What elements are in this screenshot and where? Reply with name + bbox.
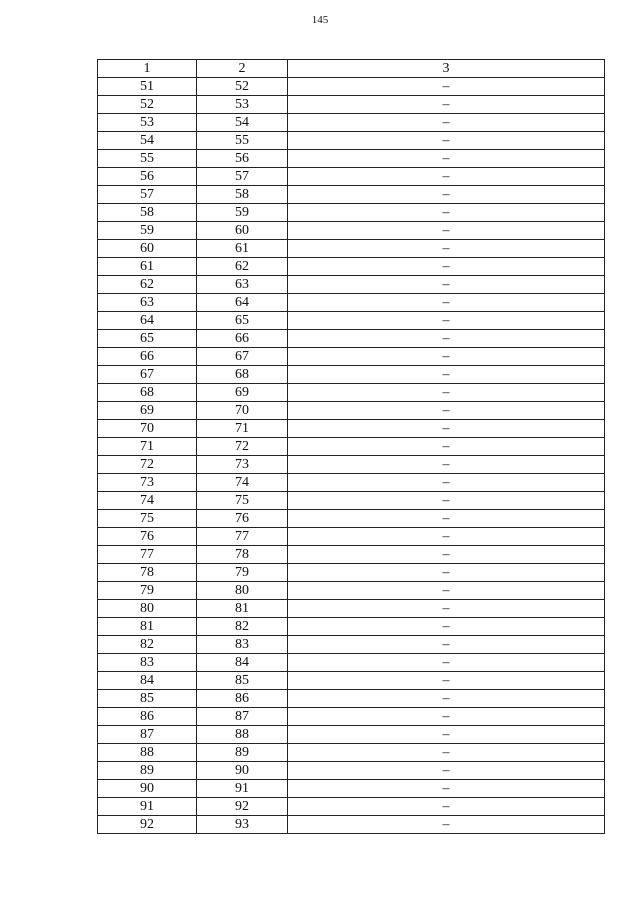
table-cell-col-2: 75 bbox=[197, 492, 288, 510]
table-cell-col-2: 84 bbox=[197, 654, 288, 672]
table-row bbox=[98, 240, 605, 258]
table-cell-col-2: 60 bbox=[197, 222, 288, 240]
table-cell-col-3: – bbox=[288, 528, 605, 546]
table-cell-col-1: 72 bbox=[98, 456, 197, 474]
table-cell-col-1: 68 bbox=[98, 384, 197, 402]
table-row bbox=[98, 672, 605, 690]
table-row bbox=[98, 276, 605, 294]
table-row bbox=[98, 690, 605, 708]
table-cell-col-1: 59 bbox=[98, 222, 197, 240]
table-cell-col-3: – bbox=[288, 150, 605, 168]
table-cell-col-1: 74 bbox=[98, 492, 197, 510]
table-cell-col-3: – bbox=[288, 564, 605, 582]
table-cell-col-2: 82 bbox=[197, 618, 288, 636]
table-cell-col-2: 80 bbox=[197, 582, 288, 600]
table-cell-col-3: – bbox=[288, 96, 605, 114]
table-cell-col-2: 77 bbox=[197, 528, 288, 546]
data-table bbox=[97, 59, 605, 834]
table-cell-col-3: – bbox=[288, 780, 605, 798]
table-cell-col-2: 76 bbox=[197, 510, 288, 528]
table-cell-col-3: – bbox=[288, 474, 605, 492]
table-cell-col-1: 64 bbox=[98, 312, 197, 330]
table-cell-col-2: 56 bbox=[197, 150, 288, 168]
table-cell-col-1: 71 bbox=[98, 438, 197, 456]
table-cell-col-2: 59 bbox=[197, 204, 288, 222]
table-row bbox=[98, 600, 605, 618]
table-cell-col-1: 92 bbox=[98, 816, 197, 834]
table-cell-col-3: – bbox=[288, 402, 605, 420]
table-cell-col-1: 62 bbox=[98, 276, 197, 294]
table-cell-col-3: – bbox=[288, 510, 605, 528]
table-cell-col-3: – bbox=[288, 114, 605, 132]
table-cell-col-2: 70 bbox=[197, 402, 288, 420]
table-cell-col-3: – bbox=[288, 132, 605, 150]
table-cell-col-2: 79 bbox=[197, 564, 288, 582]
table-row bbox=[98, 654, 605, 672]
table-cell-col-2: 61 bbox=[197, 240, 288, 258]
table-cell-col-2: 63 bbox=[197, 276, 288, 294]
table-cell-col-2: 52 bbox=[197, 78, 288, 96]
table-cell-col-3: – bbox=[288, 600, 605, 618]
table-cell-col-2: 78 bbox=[197, 546, 288, 564]
table-row bbox=[98, 186, 605, 204]
table-row bbox=[98, 564, 605, 582]
table-cell-col-3: – bbox=[288, 294, 605, 312]
table-cell-col-3: – bbox=[288, 798, 605, 816]
table-cell-col-2: 68 bbox=[197, 366, 288, 384]
table-cell-col-1: 77 bbox=[98, 546, 197, 564]
table-cell-col-1: 65 bbox=[98, 330, 197, 348]
table-row bbox=[98, 708, 605, 726]
table-cell-col-1: 55 bbox=[98, 150, 197, 168]
table-cell-col-1: 58 bbox=[98, 204, 197, 222]
table-cell-col-1: 85 bbox=[98, 690, 197, 708]
table-row bbox=[98, 582, 605, 600]
table-row bbox=[98, 348, 605, 366]
table-cell-col-1: 81 bbox=[98, 618, 197, 636]
table-row bbox=[98, 546, 605, 564]
table-cell-col-1: 76 bbox=[98, 528, 197, 546]
table-cell-col-2: 71 bbox=[197, 420, 288, 438]
table-row bbox=[98, 456, 605, 474]
table-cell-col-3: – bbox=[288, 438, 605, 456]
table-cell-col-3: – bbox=[288, 222, 605, 240]
page-number: 145 bbox=[311, 14, 329, 26]
table-cell-col-2: 54 bbox=[197, 114, 288, 132]
table-cell-col-2: 83 bbox=[197, 636, 288, 654]
table-cell-col-3: – bbox=[288, 168, 605, 186]
table-cell-col-2: 57 bbox=[197, 168, 288, 186]
column-header-2: 2 bbox=[197, 60, 288, 78]
table-cell-col-1: 51 bbox=[98, 78, 197, 96]
table-row bbox=[98, 762, 605, 780]
table-cell-col-1: 87 bbox=[98, 726, 197, 744]
table-cell-col-1: 80 bbox=[98, 600, 197, 618]
table-cell-col-1: 86 bbox=[98, 708, 197, 726]
table-row bbox=[98, 258, 605, 276]
column-header-1: 1 bbox=[98, 60, 197, 78]
table-cell-col-1: 69 bbox=[98, 402, 197, 420]
table-row bbox=[98, 204, 605, 222]
table-row bbox=[98, 294, 605, 312]
table-body bbox=[98, 78, 605, 834]
table-cell-col-1: 61 bbox=[98, 258, 197, 276]
table-row bbox=[98, 330, 605, 348]
table-cell-col-3: – bbox=[288, 672, 605, 690]
table-row bbox=[98, 114, 605, 132]
table-cell-col-3: – bbox=[288, 204, 605, 222]
table-row bbox=[98, 528, 605, 546]
table-cell-col-1: 83 bbox=[98, 654, 197, 672]
table-cell-col-3: – bbox=[288, 330, 605, 348]
table-cell-col-2: 92 bbox=[197, 798, 288, 816]
table-row bbox=[98, 816, 605, 834]
table-cell-col-3: – bbox=[288, 744, 605, 762]
table-row bbox=[98, 384, 605, 402]
table-cell-col-3: – bbox=[288, 546, 605, 564]
table-row bbox=[98, 798, 605, 816]
table-cell-col-2: 91 bbox=[197, 780, 288, 798]
table-row bbox=[98, 492, 605, 510]
table-cell-col-1: 84 bbox=[98, 672, 197, 690]
table-cell-col-1: 79 bbox=[98, 582, 197, 600]
table-cell-col-1: 66 bbox=[98, 348, 197, 366]
table-cell-col-1: 56 bbox=[98, 168, 197, 186]
table-cell-col-1: 89 bbox=[98, 762, 197, 780]
table-cell-col-3: – bbox=[288, 618, 605, 636]
table-row bbox=[98, 366, 605, 384]
table-cell-col-3: – bbox=[288, 384, 605, 402]
table-cell-col-1: 70 bbox=[98, 420, 197, 438]
table-cell-col-2: 89 bbox=[197, 744, 288, 762]
table-cell-col-2: 66 bbox=[197, 330, 288, 348]
table-cell-col-3: – bbox=[288, 240, 605, 258]
table-cell-col-2: 86 bbox=[197, 690, 288, 708]
table-cell-col-2: 90 bbox=[197, 762, 288, 780]
table-header bbox=[98, 60, 605, 78]
table-row bbox=[98, 744, 605, 762]
table-cell-col-1: 54 bbox=[98, 132, 197, 150]
table-cell-col-1: 90 bbox=[98, 780, 197, 798]
table-row bbox=[98, 132, 605, 150]
table-cell-col-2: 85 bbox=[197, 672, 288, 690]
table-cell-col-3: – bbox=[288, 78, 605, 96]
table-cell-col-3: – bbox=[288, 276, 605, 294]
table-cell-col-2: 73 bbox=[197, 456, 288, 474]
table-cell-col-2: 72 bbox=[197, 438, 288, 456]
table-row bbox=[98, 636, 605, 654]
table-row bbox=[98, 96, 605, 114]
table-cell-col-3: – bbox=[288, 762, 605, 780]
table-cell-col-3: – bbox=[288, 726, 605, 744]
table-cell-col-3: – bbox=[288, 654, 605, 672]
table-cell-col-1: 91 bbox=[98, 798, 197, 816]
table-row bbox=[98, 222, 605, 240]
table-cell-col-3: – bbox=[288, 348, 605, 366]
column-header-3: 3 bbox=[288, 60, 605, 78]
table-row bbox=[98, 510, 605, 528]
table-cell-col-1: 60 bbox=[98, 240, 197, 258]
table-row bbox=[98, 312, 605, 330]
table-cell-col-1: 63 bbox=[98, 294, 197, 312]
table-cell-col-2: 62 bbox=[197, 258, 288, 276]
table-cell-col-1: 73 bbox=[98, 474, 197, 492]
header-row bbox=[98, 60, 605, 78]
table-cell-col-1: 88 bbox=[98, 744, 197, 762]
table-row bbox=[98, 726, 605, 744]
table-cell-col-2: 67 bbox=[197, 348, 288, 366]
table-cell-col-2: 55 bbox=[197, 132, 288, 150]
table-cell-col-2: 53 bbox=[197, 96, 288, 114]
table-row bbox=[98, 150, 605, 168]
table-cell-col-2: 74 bbox=[197, 474, 288, 492]
table-cell-col-2: 65 bbox=[197, 312, 288, 330]
table-row bbox=[98, 474, 605, 492]
table-cell-col-2: 64 bbox=[197, 294, 288, 312]
table-cell-col-1: 75 bbox=[98, 510, 197, 528]
table-cell-col-3: – bbox=[288, 420, 605, 438]
table-row bbox=[98, 420, 605, 438]
table-cell-col-2: 81 bbox=[197, 600, 288, 618]
table-cell-col-3: – bbox=[288, 636, 605, 654]
table-cell-col-3: – bbox=[288, 186, 605, 204]
table-cell-col-1: 57 bbox=[98, 186, 197, 204]
table-cell-col-2: 69 bbox=[197, 384, 288, 402]
table-row bbox=[98, 438, 605, 456]
table-row bbox=[98, 78, 605, 96]
table-cell-col-3: – bbox=[288, 582, 605, 600]
table-row bbox=[98, 780, 605, 798]
table-cell-col-1: 67 bbox=[98, 366, 197, 384]
table-cell-col-3: – bbox=[288, 690, 605, 708]
table-cell-col-3: – bbox=[288, 492, 605, 510]
table-cell-col-1: 53 bbox=[98, 114, 197, 132]
table-cell-col-1: 78 bbox=[98, 564, 197, 582]
table-cell-col-2: 87 bbox=[197, 708, 288, 726]
table-cell-col-2: 93 bbox=[197, 816, 288, 834]
table-cell-col-3: – bbox=[288, 258, 605, 276]
table-row bbox=[98, 402, 605, 420]
table-cell-col-3: – bbox=[288, 708, 605, 726]
table-cell-col-3: – bbox=[288, 312, 605, 330]
table-cell-col-2: 58 bbox=[197, 186, 288, 204]
table-row bbox=[98, 168, 605, 186]
table-cell-col-1: 52 bbox=[98, 96, 197, 114]
table-cell-col-3: – bbox=[288, 816, 605, 834]
table-cell-col-2: 88 bbox=[197, 726, 288, 744]
table-row bbox=[98, 618, 605, 636]
table-cell-col-1: 82 bbox=[98, 636, 197, 654]
table-cell-col-3: – bbox=[288, 366, 605, 384]
table-cell-col-3: – bbox=[288, 456, 605, 474]
